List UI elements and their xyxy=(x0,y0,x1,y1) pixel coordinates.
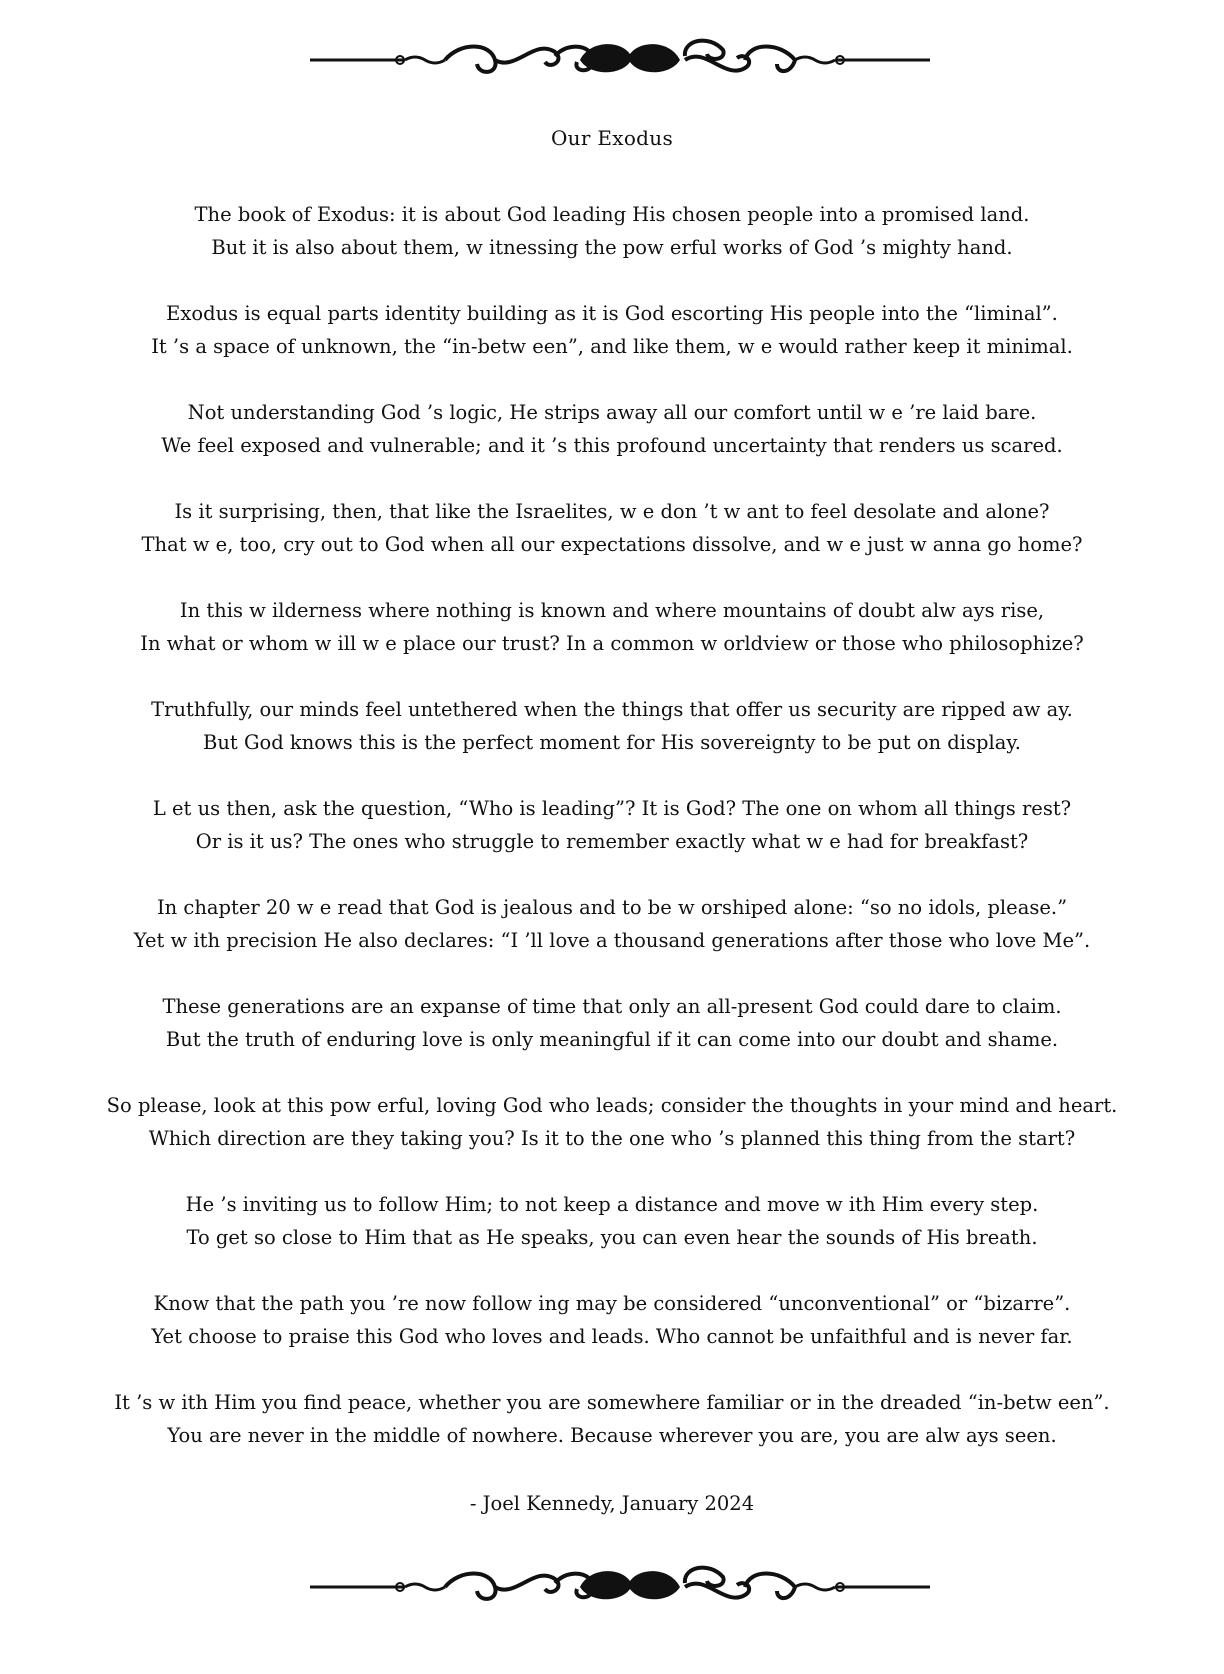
stanza xyxy=(0,1089,1224,1188)
poem-line: But the truth of enduring love is only meaningful if it can come into our doubt and shame. xyxy=(165,1028,1059,1051)
poem-line: In what or whom w ill w e place our trust? In a common w orldview or those who philosophize? xyxy=(140,632,1084,655)
poem-line: Exodus is equal parts identity building as it is God escorting His people into the “liminal”. xyxy=(166,302,1058,325)
poem-line: Yet w ith precision He also declares: “I ’ll love a thousand generations after those who love Me”. xyxy=(133,929,1091,952)
poem-line: Yet choose to praise this God who loves and leads. Who cannot be unfaithful and is never far. xyxy=(151,1325,1073,1348)
stanza xyxy=(0,891,1224,990)
poem-line: We feel exposed and vulnerable; and it ’s this profound uncertainty that renders us scared. xyxy=(161,434,1063,457)
flourish-divider-icon xyxy=(310,1565,930,1609)
poem-line: But God knows this is the perfect moment for His sovereignty to be put on display. xyxy=(203,731,1021,754)
poem-line: In this w ilderness where nothing is known and where mountains of doubt alw ays rise, xyxy=(179,599,1045,622)
stanza xyxy=(0,1386,1224,1485)
stanza xyxy=(0,594,1224,693)
stanza xyxy=(0,495,1224,594)
stanza xyxy=(0,693,1224,792)
poem-line: Not understanding God ’s logic, He strips away all our comfort until w e ’re laid bare. xyxy=(187,401,1037,424)
poem-body xyxy=(0,198,1224,1485)
poem-line: Is it surprising, then, that like the Israelites, w e don ’t w ant to feel desolate and alone? xyxy=(174,500,1050,523)
poem-line: It ’s w ith Him you find peace, whether you are somewhere familiar or in the dreaded “in-betw een”. xyxy=(114,1391,1110,1414)
stanza xyxy=(0,990,1224,1089)
poem-line: That w e, too, cry out to God when all our expectations dissolve, and w e just w anna go home? xyxy=(141,533,1083,556)
poem-line: These generations are an expanse of time that only an all-present God could dare to claim. xyxy=(162,995,1062,1018)
poem-line: It ’s a space of unknown, the “in-betw een”, and like them, w e would rather keep it minimal. xyxy=(151,335,1073,358)
poem-line: He ’s inviting us to follow Him; to not keep a distance and move w ith Him every step. xyxy=(185,1193,1039,1216)
stanza xyxy=(0,1188,1224,1287)
poem-title: Our Exodus xyxy=(550,126,674,150)
stanza xyxy=(0,396,1224,495)
poem-line: To get so close to Him that as He speaks, you can even hear the sounds of His breath. xyxy=(186,1226,1038,1249)
stanza xyxy=(0,1287,1224,1386)
flourish-divider-icon xyxy=(310,38,930,82)
poem-line: Know that the path you ’re now follow ing may be considered “unconventional” or “bizarre”. xyxy=(153,1292,1071,1315)
poem-line: Or is it us? The ones who struggle to remember exactly what w e had for breakfast? xyxy=(195,830,1029,853)
poem-line: Which direction are they taking you? Is it to the one who ’s planned this thing from the start? xyxy=(148,1127,1076,1150)
stanza xyxy=(0,198,1224,297)
poem-line: So please, look at this pow erful, loving God who leads; consider the thoughts in your mind and heart. xyxy=(106,1094,1118,1117)
poem-line: In chapter 20 w e read that God is jealous and to be w orshiped alone: “so no idols, please.” xyxy=(156,896,1068,919)
poem-line: But it is also about them, w itnessing the pow erful works of God ’s mighty hand. xyxy=(211,236,1013,259)
stanza xyxy=(0,297,1224,396)
poem-line: L et us then, ask the question, “Who is leading”? It is God? The one on whom all things rest? xyxy=(152,797,1072,820)
poem-line: You are never in the middle of nowhere. Because wherever you are, you are alw ays seen. xyxy=(167,1424,1057,1447)
poem-line: Truthfully, our minds feel untethered when the things that offer us security are ripped aw ay. xyxy=(151,698,1073,721)
author-signature: - Joel Kennedy, January 2024 xyxy=(469,1492,755,1515)
stanza xyxy=(0,792,1224,891)
poem-line: The book of Exodus: it is about God leading His chosen people into a promised land. xyxy=(194,203,1030,226)
